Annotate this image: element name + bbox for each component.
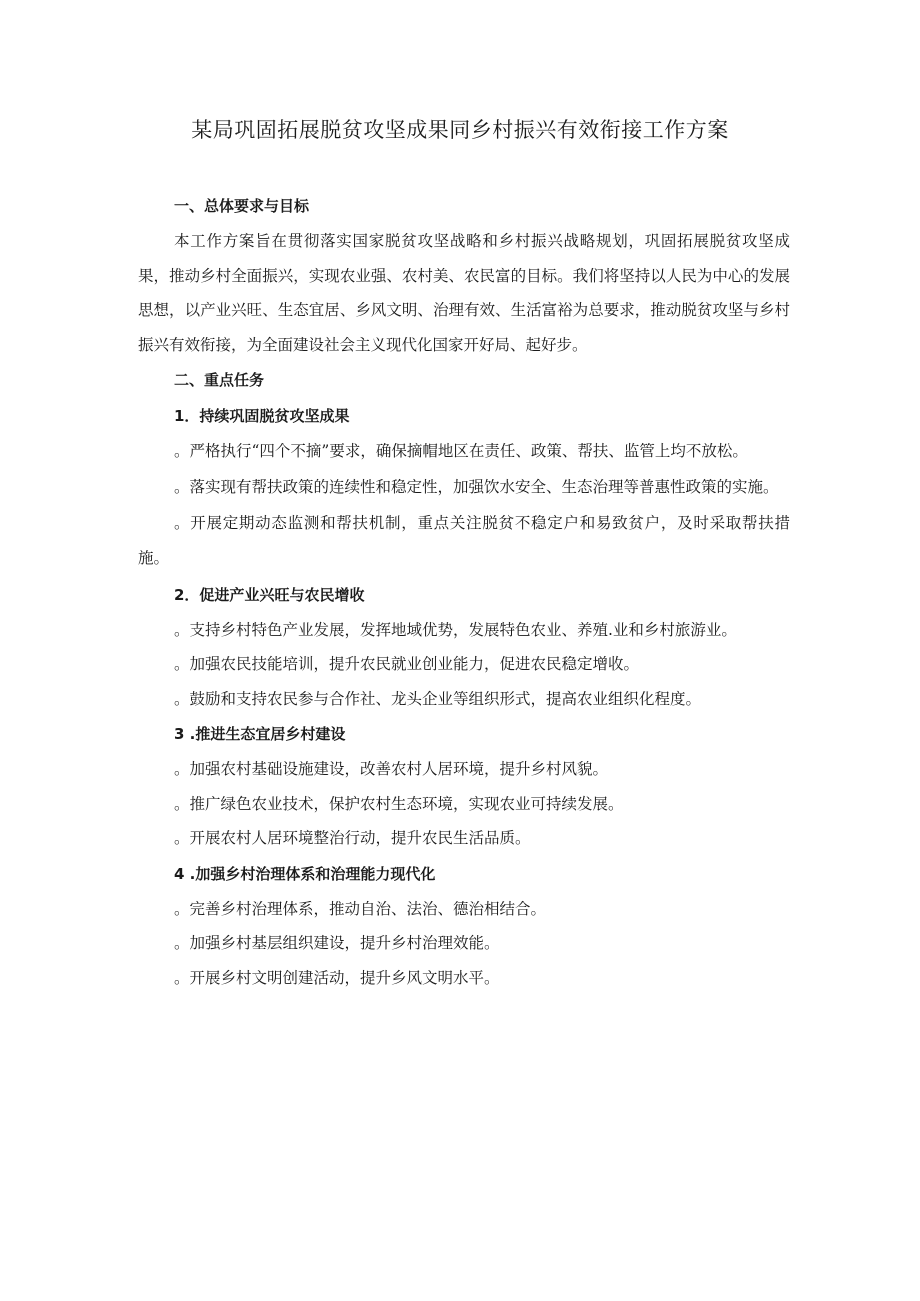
task-heading-2: 2．促进产业兴旺与农民增收 (174, 585, 365, 604)
task-3-item: 。加强农村基础设施建设，改善农村人居环境，提升乡村风貌。 (174, 760, 609, 778)
task-2-item: 。支持乡村特色产业发展，发挥地域优势，发展特色农业、养殖.业和乡村旅游业。 (174, 620, 737, 639)
document-body (138, 188, 790, 995)
task-3-item: 。开展农村人居环境整治行动，提升农民生活品质。 (174, 829, 531, 847)
task-1-item: 。开展定期动态监测和帮扶机制，重点关注脱贫不稳定户和易致贫户，及时采取帮扶措施。 (138, 514, 790, 567)
section-paragraph-requirements: 本工作方案旨在贯彻落实国家脱贫攻坚战略和乡村振兴战略规划，巩固拓展脱贫攻坚成果，推动乡村全面振兴，实现农业强、农村美、农民富的目标。我们将坚持以人民为中心的发展思想，以产业兴旺、生态宜居、乡风文明、治理有效、生活富裕为总要求，推动脱贫攻坚与乡村振兴有效衔接，为全面建设社会主义现代化国家开好局、起好步。 (138, 232, 790, 354)
task-2-item: 。加强农民技能培训，提升农民就业创业能力，促进农民稳定增收。 (174, 655, 640, 673)
task-4-item: 。完善乡村治理体系，推动自治、法治、德治相结合。 (174, 899, 547, 918)
task-2-item: 。鼓励和支持农民参与合作社、龙头企业等组织形式，提高农业组织化程度。 (174, 689, 702, 708)
task-3-item: 。推广绿色农业技术，保护农村生态环境，实现农业可持续发展。 (174, 794, 624, 813)
task-4-item: 。开展乡村文明创建活动，提升乡风文明水平。 (174, 968, 500, 987)
task-heading-1: 1．持续巩固脱贫攻坚成果 (174, 407, 350, 425)
task-1-item: 。落实现有帮扶政策的连续性和稳定性，加强饮水安全、生态治理等普惠性政策的实施。 (174, 478, 779, 496)
task-1-item: 。严格执行“四个不摘”要求，确保摘帽地区在责任、政策、帮扶、监管上均不放松。 (174, 442, 748, 460)
section-heading-key-tasks: 二、重点任务 (174, 371, 265, 389)
task-4-item: 。加强乡村基层组织建设，提升乡村治理效能。 (174, 934, 500, 952)
task-heading-3: 3 .推进生态宜居乡村建设 (174, 725, 346, 743)
section-heading-requirements: 一、总体要求与目标 (174, 197, 310, 215)
document-title: 某局巩固拓展脱贫攻坚成果同乡村振兴有效衔接工作方案 (191, 118, 729, 142)
task-heading-4: 4 .加强乡村治理体系和治理能力现代化 (174, 864, 436, 883)
